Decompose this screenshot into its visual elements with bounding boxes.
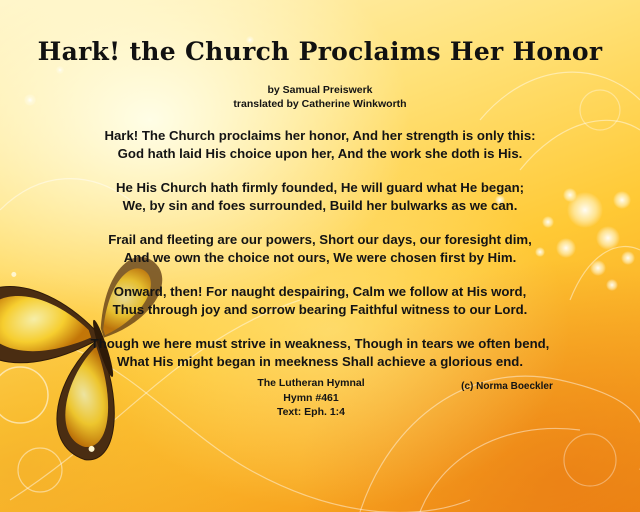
verse-line: God hath laid His choice upon her, And the work she doth is His.	[117, 146, 523, 161]
verse-line: Onward, then! For naught despairing, Calm we follow at His word,	[113, 284, 527, 299]
verse-line: Though we here must strive in weakness, Though in tears we often bend,	[90, 336, 550, 351]
verse-line: He His Church hath firmly founded, He will guard what He began;	[115, 180, 525, 195]
hymn-number: Hymn #461	[283, 391, 339, 404]
hymnal-name: The Lutheran Hymnal	[257, 377, 365, 389]
verse	[0, 335, 640, 371]
verse	[0, 179, 640, 215]
verse-line: And we own the choice not ours, We were chosen first by Him.	[123, 250, 517, 265]
verse	[0, 231, 640, 267]
verse-line: Frail and fleeting are our powers, Short our days, our foresight dim,	[108, 232, 532, 247]
verse-line: What His might began in meekness Shall achieve a glorious end.	[117, 354, 523, 369]
verse	[0, 127, 640, 163]
verse-line: Hark! The Church proclaims her honor, And her strength is only this:	[104, 128, 536, 143]
hymnal-source	[236, 376, 386, 420]
translator-line: translated by Catherine Winkworth	[233, 98, 407, 110]
hymn-title: Hark! the Church Proclaims Her Honor	[37, 37, 603, 66]
verse-line: We, by sin and foes surrounded, Build her bulwarks as we can.	[122, 198, 518, 213]
verse	[0, 283, 640, 319]
hymn-credits	[0, 83, 640, 111]
hymn-verses	[0, 127, 640, 387]
verse-line: Thus through joy and sorrow bearing Faithful witness to our Lord.	[112, 302, 528, 317]
author-line: by Samual Preiswerk	[267, 84, 373, 96]
scripture-reference: Text: Eph. 1:4	[276, 406, 346, 418]
copyright-notice: (c) Norma Boeckler	[461, 381, 553, 392]
